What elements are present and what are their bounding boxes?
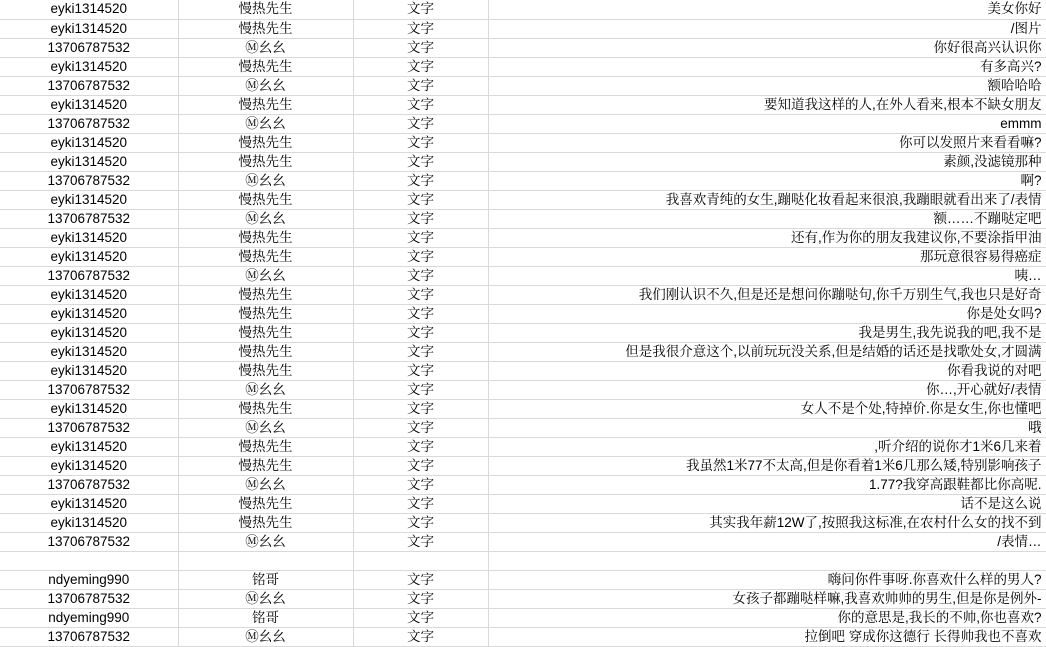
cell-message-type: 文字 <box>353 399 488 418</box>
cell-message-content: 你好很高兴认识你 <box>488 38 1046 57</box>
table-row <box>0 532 1046 551</box>
table-row <box>0 209 1046 228</box>
cell-nickname: 慢热先生 <box>178 57 353 76</box>
cell-account: 13706787532 <box>0 38 178 57</box>
cell-message-type: 文字 <box>353 608 488 627</box>
cell-message-content: 咦… <box>488 266 1046 285</box>
cell-nickname: Ⓜ幺幺 <box>178 114 353 133</box>
cell-message-type: 文字 <box>353 323 488 342</box>
cell-message-content: emmm <box>488 114 1046 133</box>
cell-account: 13706787532 <box>0 627 178 646</box>
cell-account: 13706787532 <box>0 589 178 608</box>
table-row <box>0 133 1046 152</box>
cell-account: eyki1314520 <box>0 342 178 361</box>
cell-message-content: 要知道我这样的人,在外人看来,根本不缺女朋友 <box>488 95 1046 114</box>
cell-account: eyki1314520 <box>0 304 178 323</box>
cell-message-type: 文字 <box>353 456 488 475</box>
cell-message-content: 你是处女吗? <box>488 304 1046 323</box>
cell-message-type: 文字 <box>353 513 488 532</box>
cell-account: eyki1314520 <box>0 57 178 76</box>
cell-account: eyki1314520 <box>0 323 178 342</box>
cell-account: eyki1314520 <box>0 399 178 418</box>
cell-nickname: 慢热先生 <box>178 0 353 19</box>
cell-account: eyki1314520 <box>0 0 178 19</box>
table-row <box>0 114 1046 133</box>
cell-message-content: ,听介绍的说你才1米6几来着 <box>488 437 1046 456</box>
cell-message-content: /图片 <box>488 19 1046 38</box>
cell-message-content: 啊? <box>488 171 1046 190</box>
cell-message-content: 话不是这么说 <box>488 494 1046 513</box>
cell-nickname: 慢热先生 <box>178 456 353 475</box>
cell-message-type: 文字 <box>353 380 488 399</box>
cell-message-content: 女人不是个处,特掉价.你是女生,你也懂吧 <box>488 399 1046 418</box>
table-row <box>0 76 1046 95</box>
cell-nickname: 慢热先生 <box>178 323 353 342</box>
table-row <box>0 57 1046 76</box>
cell-message-type: 文字 <box>353 114 488 133</box>
cell-message-type: 文字 <box>353 589 488 608</box>
cell-message-content: 女孩子都蹦哒样嘛,我喜欢帅帅的男生,但是你是例外- <box>488 589 1046 608</box>
cell-message-type: 文字 <box>353 209 488 228</box>
cell-nickname: Ⓜ幺幺 <box>178 266 353 285</box>
cell-message-content: 哦 <box>488 418 1046 437</box>
cell-account: eyki1314520 <box>0 456 178 475</box>
cell-nickname: 慢热先生 <box>178 190 353 209</box>
cell-nickname: Ⓜ幺幺 <box>178 627 353 646</box>
cell-nickname: 慢热先生 <box>178 494 353 513</box>
cell-message-content: 我喜欢青纯的女生,蹦哒化妆看起来很浪,我蹦眼就看出来了/表情 <box>488 190 1046 209</box>
table-row <box>0 304 1046 323</box>
cell-message-content: 你…,开心就好/表情 <box>488 380 1046 399</box>
cell-account: 13706787532 <box>0 171 178 190</box>
table-row <box>0 380 1046 399</box>
cell-account: 13706787532 <box>0 114 178 133</box>
cell-message-type: 文字 <box>353 247 488 266</box>
cell-message-type: 文字 <box>353 418 488 437</box>
cell-message-content: 有多高兴? <box>488 57 1046 76</box>
cell-account <box>0 551 178 570</box>
cell-message-content: 额哈哈哈 <box>488 76 1046 95</box>
cell-account: 13706787532 <box>0 266 178 285</box>
cell-message-content: 其实我年薪12W了,按照我这标准,在农村什么女的找不到 <box>488 513 1046 532</box>
cell-account: eyki1314520 <box>0 19 178 38</box>
cell-message-content: 额……不蹦哒定吧 <box>488 209 1046 228</box>
cell-message-content: /表情… <box>488 532 1046 551</box>
cell-message-type: 文字 <box>353 190 488 209</box>
cell-message-type: 文字 <box>353 361 488 380</box>
cell-nickname: 慢热先生 <box>178 228 353 247</box>
cell-nickname: Ⓜ幺幺 <box>178 209 353 228</box>
cell-account: eyki1314520 <box>0 133 178 152</box>
table-row <box>0 95 1046 114</box>
cell-nickname: Ⓜ幺幺 <box>178 589 353 608</box>
cell-nickname: 慢热先生 <box>178 513 353 532</box>
cell-message-content: 嗨问你件事呀.你喜欢什么样的男人? <box>488 570 1046 589</box>
cell-nickname: 铭哥 <box>178 608 353 627</box>
table-row <box>0 475 1046 494</box>
cell-account: eyki1314520 <box>0 247 178 266</box>
cell-message-content: 我虽然1米77不太高,但是你看着1米6几那么矮,特别影响孩子 <box>488 456 1046 475</box>
cell-nickname: Ⓜ幺幺 <box>178 532 353 551</box>
table-row <box>0 437 1046 456</box>
cell-account: eyki1314520 <box>0 494 178 513</box>
table-row <box>0 171 1046 190</box>
spacer-row <box>0 551 1046 570</box>
cell-message-type: 文字 <box>353 570 488 589</box>
cell-nickname: 慢热先生 <box>178 95 353 114</box>
cell-account: eyki1314520 <box>0 190 178 209</box>
table-row <box>0 342 1046 361</box>
cell-message-type: 文字 <box>353 475 488 494</box>
cell-message-content: 但是我很介意这个,以前玩玩没关系,但是结婚的话还是找歌处女,才圆满 <box>488 342 1046 361</box>
cell-message-type: 文字 <box>353 95 488 114</box>
table-row <box>0 247 1046 266</box>
table-row <box>0 285 1046 304</box>
cell-account: ndyeming990 <box>0 570 178 589</box>
table-row <box>0 38 1046 57</box>
cell-nickname: Ⓜ幺幺 <box>178 475 353 494</box>
table-row <box>0 19 1046 38</box>
table-row <box>0 456 1046 475</box>
cell-message-content: 那玩意很容易得癌症 <box>488 247 1046 266</box>
cell-message-content: 你可以发照片来看看嘛? <box>488 133 1046 152</box>
cell-message-type: 文字 <box>353 228 488 247</box>
cell-message-type: 文字 <box>353 285 488 304</box>
cell-account: 13706787532 <box>0 209 178 228</box>
cell-nickname: 慢热先生 <box>178 133 353 152</box>
cell-nickname: 慢热先生 <box>178 342 353 361</box>
cell-nickname: Ⓜ幺幺 <box>178 380 353 399</box>
cell-message-type: 文字 <box>353 19 488 38</box>
cell-message-content: 素颜,没滤镜那种 <box>488 152 1046 171</box>
cell-message-type: 文字 <box>353 57 488 76</box>
cell-message-type: 文字 <box>353 342 488 361</box>
cell-account: 13706787532 <box>0 475 178 494</box>
table-row <box>0 589 1046 608</box>
cell-message-type: 文字 <box>353 437 488 456</box>
cell-nickname <box>178 551 353 570</box>
cell-nickname: 慢热先生 <box>178 437 353 456</box>
table-row <box>0 152 1046 171</box>
cell-message-content: 美女你好 <box>488 0 1046 19</box>
table-row <box>0 0 1046 19</box>
cell-nickname: Ⓜ幺幺 <box>178 76 353 95</box>
table-row <box>0 570 1046 589</box>
table-row <box>0 361 1046 380</box>
table-row <box>0 266 1046 285</box>
table-row <box>0 418 1046 437</box>
cell-nickname: Ⓜ幺幺 <box>178 418 353 437</box>
table-row <box>0 228 1046 247</box>
cell-nickname: 慢热先生 <box>178 361 353 380</box>
cell-message-type: 文字 <box>353 627 488 646</box>
cell-message-type: 文字 <box>353 152 488 171</box>
table-row <box>0 494 1046 513</box>
cell-account: eyki1314520 <box>0 228 178 247</box>
cell-message-type: 文字 <box>353 171 488 190</box>
cell-account: 13706787532 <box>0 418 178 437</box>
cell-account: eyki1314520 <box>0 361 178 380</box>
cell-account: ndyeming990 <box>0 608 178 627</box>
table-row <box>0 190 1046 209</box>
cell-message-type: 文字 <box>353 38 488 57</box>
cell-account: eyki1314520 <box>0 513 178 532</box>
table-row <box>0 513 1046 532</box>
table-row <box>0 323 1046 342</box>
table-row <box>0 399 1046 418</box>
cell-account: 13706787532 <box>0 76 178 95</box>
cell-nickname: Ⓜ幺幺 <box>178 171 353 190</box>
cell-message-type: 文字 <box>353 76 488 95</box>
cell-nickname: 慢热先生 <box>178 285 353 304</box>
table-row <box>0 627 1046 646</box>
cell-message-type: 文字 <box>353 0 488 19</box>
cell-message-type: 文字 <box>353 266 488 285</box>
cell-nickname: 慢热先生 <box>178 247 353 266</box>
cell-nickname: 慢热先生 <box>178 152 353 171</box>
cell-nickname: Ⓜ幺幺 <box>178 38 353 57</box>
cell-account: eyki1314520 <box>0 437 178 456</box>
table-row <box>0 608 1046 627</box>
cell-message-type: 文字 <box>353 532 488 551</box>
cell-message-content: 你看我说的对吧 <box>488 361 1046 380</box>
cell-account: 13706787532 <box>0 532 178 551</box>
cell-message-content: 你的意思是,我长的不帅,你也喜欢? <box>488 608 1046 627</box>
cell-message-type: 文字 <box>353 133 488 152</box>
cell-message-type: 文字 <box>353 304 488 323</box>
cell-account: eyki1314520 <box>0 285 178 304</box>
cell-message-content: 我是男生,我先说我的吧,我不是 <box>488 323 1046 342</box>
cell-message-content: 我们刚认识不久,但是还是想问你蹦哒句,你千万别生气,我也只是好奇 <box>488 285 1046 304</box>
cell-account: eyki1314520 <box>0 152 178 171</box>
cell-message-type: 文字 <box>353 494 488 513</box>
cell-message-type <box>353 551 488 570</box>
cell-message-content: 拉倒吧 穿成你这德行 长得帅我也不喜欢 <box>488 627 1046 646</box>
cell-account: 13706787532 <box>0 380 178 399</box>
cell-nickname: 铭哥 <box>178 570 353 589</box>
cell-message-content <box>488 551 1046 570</box>
cell-nickname: 慢热先生 <box>178 19 353 38</box>
cell-nickname: 慢热先生 <box>178 399 353 418</box>
cell-nickname: 慢热先生 <box>178 304 353 323</box>
cell-account: eyki1314520 <box>0 95 178 114</box>
cell-message-content: 还有,作为你的朋友我建议你,不要涂指甲油 <box>488 228 1046 247</box>
cell-message-content: 1.77?我穿高跟鞋都比你高呢. <box>488 475 1046 494</box>
